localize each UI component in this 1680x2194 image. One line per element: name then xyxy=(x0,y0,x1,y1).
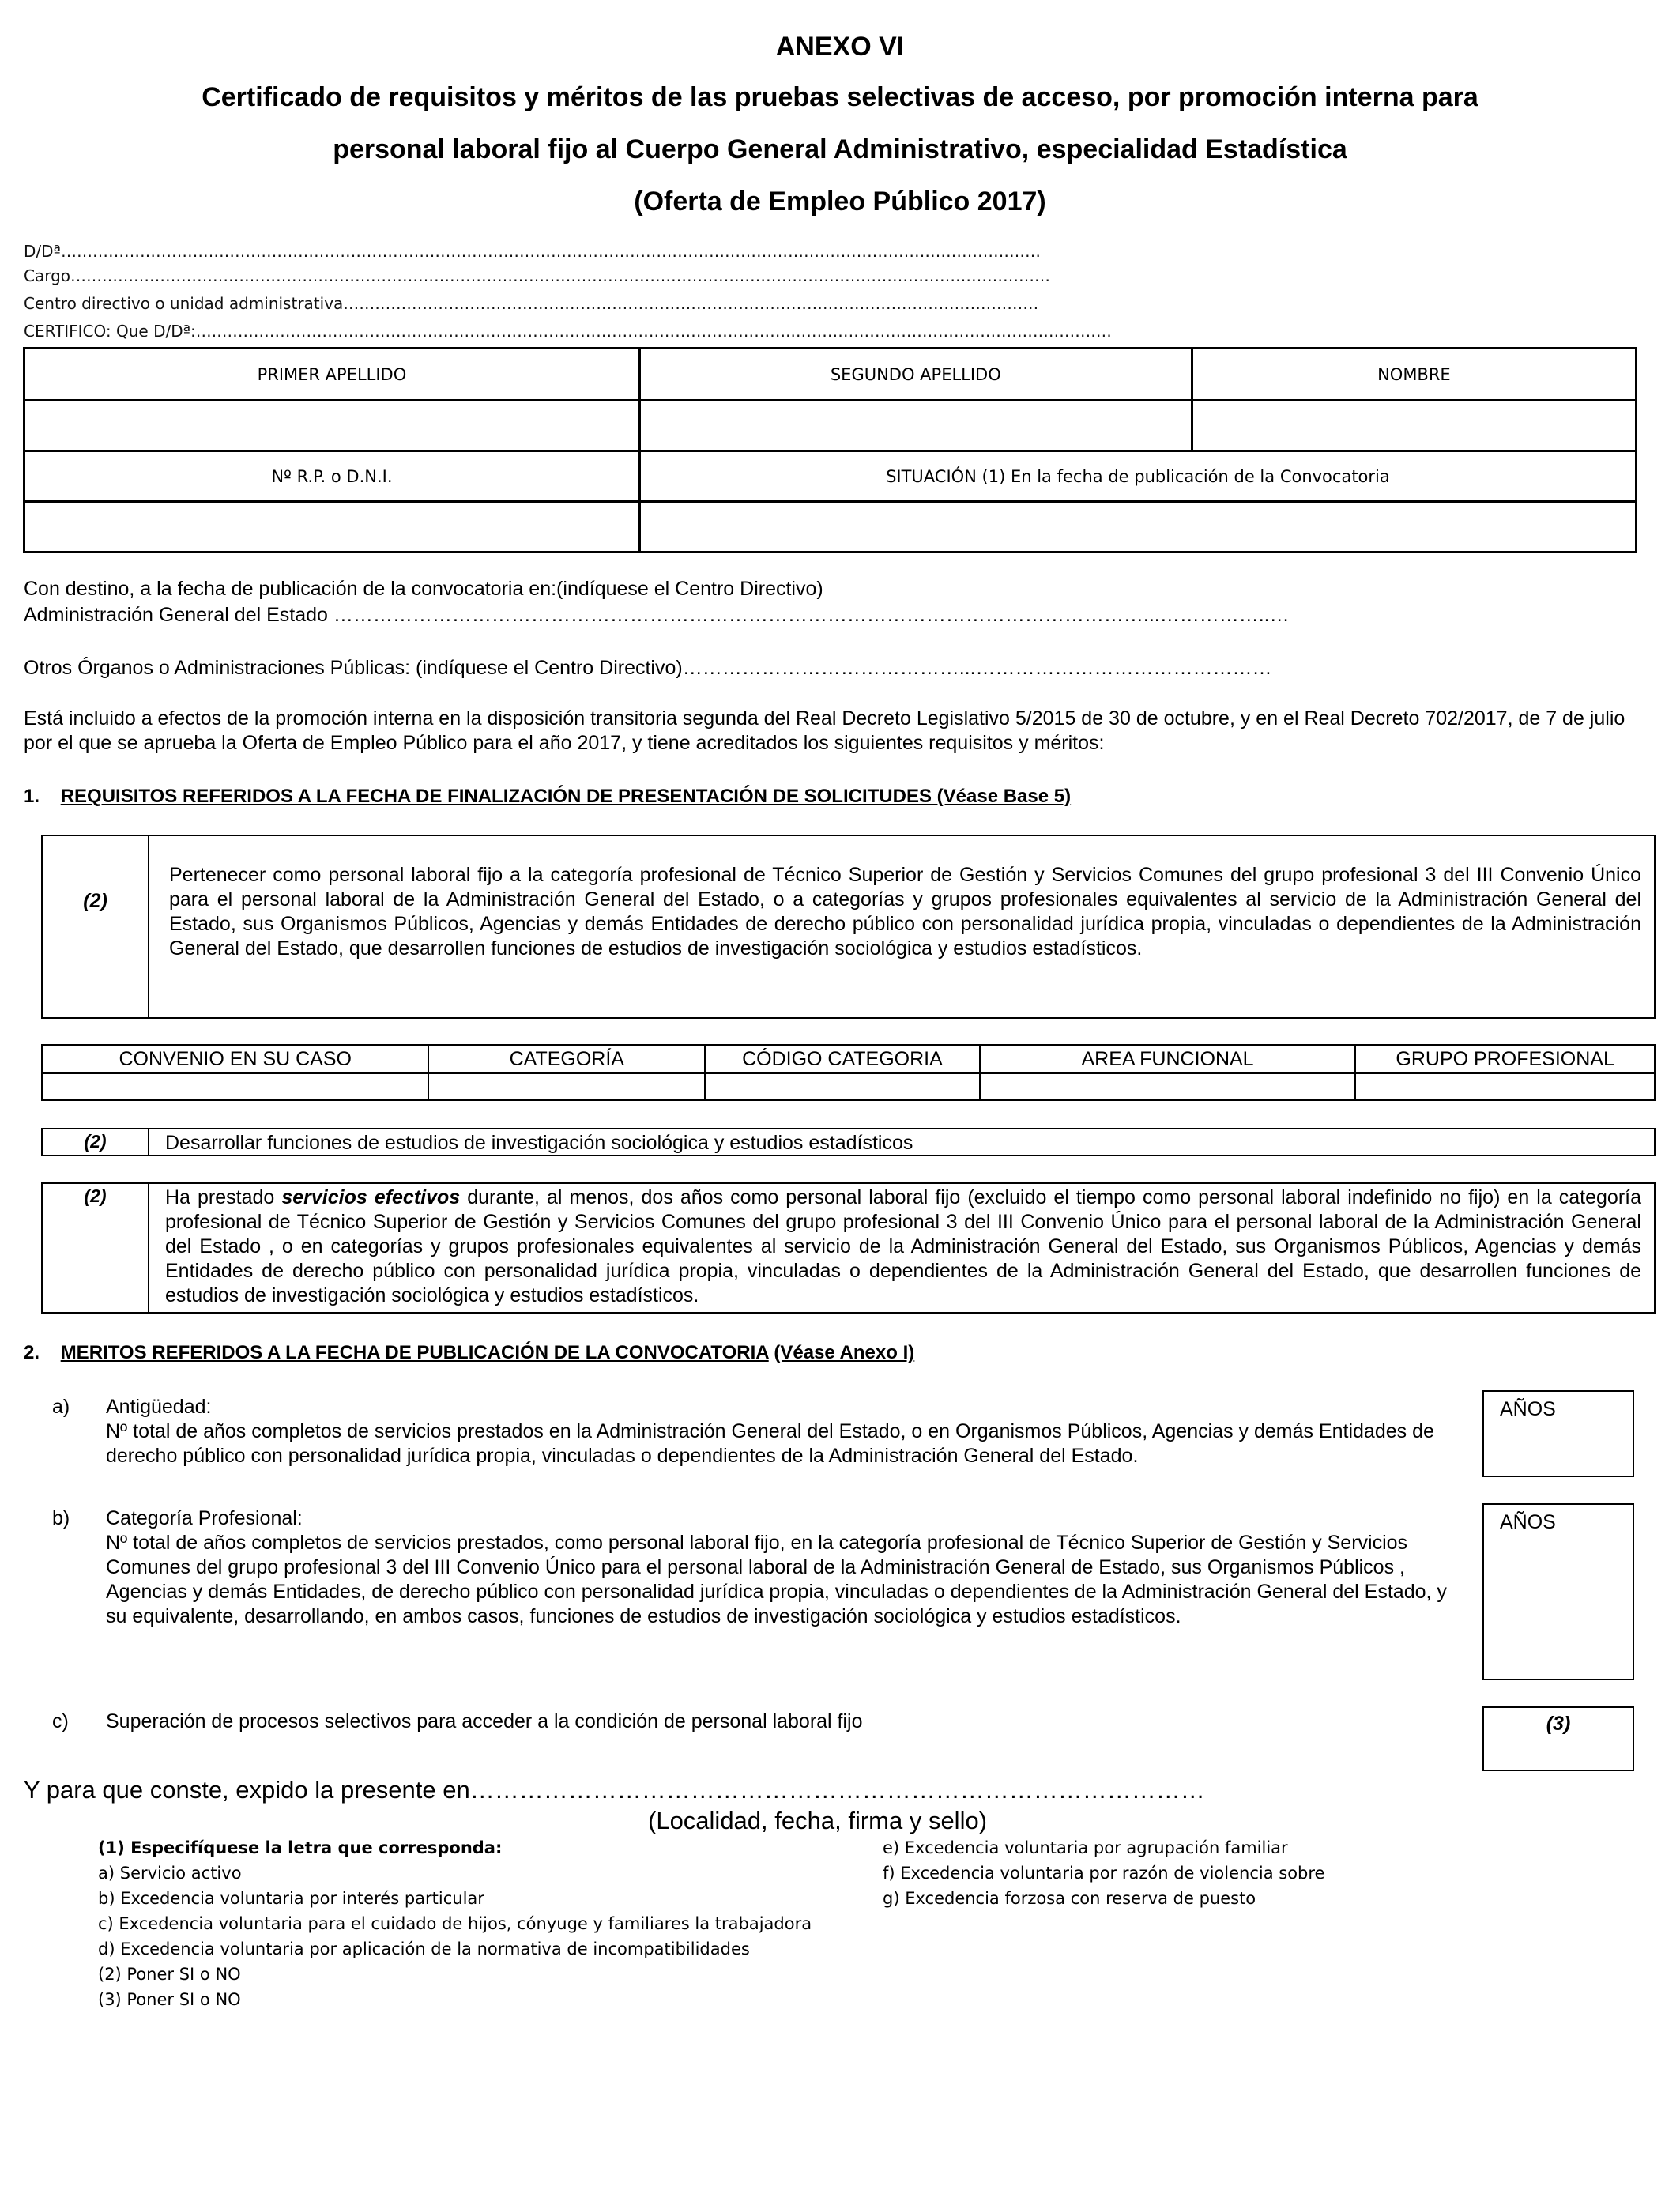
convenio-header: CONVENIO EN SU CASO xyxy=(42,1045,428,1073)
requirement3-text-a: Ha prestado xyxy=(165,1186,282,1208)
section2-number: 2. xyxy=(24,1342,40,1363)
requirement3-box xyxy=(41,1182,1656,1314)
categoria-header: CATEGORÍA xyxy=(428,1045,705,1073)
note-b: b) Excedencia voluntaria por interés particular xyxy=(98,1889,484,1908)
situacion-cell[interactable] xyxy=(639,502,1636,552)
codigo-categoria-header: CÓDIGO CATEGORIA xyxy=(705,1045,980,1073)
merit-a-years-box[interactable]: AÑOS xyxy=(1482,1390,1634,1477)
area-funcional-header: AREA FUNCIONAL xyxy=(980,1045,1355,1073)
area-funcional-cell[interactable] xyxy=(980,1073,1355,1100)
merit-a-block xyxy=(106,1395,1469,1468)
merit-b-title: Categoría Profesional: xyxy=(106,1507,303,1529)
note-2: (2) Poner SI o NO xyxy=(98,1965,241,1984)
categoria-cell[interactable] xyxy=(428,1073,705,1100)
merit-c-letter: c) xyxy=(52,1710,69,1732)
grupo-profesional-header: GRUPO PROFESIONAL xyxy=(1355,1045,1655,1073)
primer-apellido-header: PRIMER APELLIDO xyxy=(24,349,640,401)
notes-title: (1) Especifíquese la letra que corresponda: xyxy=(98,1838,503,1857)
requirement3-emphasis: servicios efectivos xyxy=(281,1186,461,1208)
notes-right xyxy=(883,1835,1657,1911)
certificate-title-line2: personal laboral fijo al Cuerpo General Administrativo, especialidad Estadística xyxy=(333,134,1347,164)
note-f: f) Excedencia voluntaria por razón de violencia sobre xyxy=(883,1864,1325,1883)
certificate-title-line3: (Oferta de Empleo Público 2017) xyxy=(634,187,1046,217)
note-g: g) Excedencia forzosa con reserva de puesto xyxy=(883,1889,1256,1908)
section2-heading xyxy=(24,1342,914,1364)
segundo-apellido-header: SEGUNDO APELLIDO xyxy=(639,349,1192,401)
nombre-cell[interactable] xyxy=(1192,401,1636,451)
codigo-categoria-cell[interactable] xyxy=(705,1073,980,1100)
requirement1-box xyxy=(41,835,1656,1019)
certifico-field[interactable]: CERTIFICO: Que D/Dª:….………………………………………………………………………………………………..…………………………………………………… xyxy=(24,322,1112,341)
requirement3-mark[interactable]: (2) xyxy=(84,1186,107,1206)
note-c: c) Excedencia voluntaria para el cuidado de hijos, cónyuge y familiares la trabajadora xyxy=(98,1914,812,1933)
merit-a-text: Nº total de años completos de servicios prestados en la Administración General del Estado, o en Organismos Públicos, Agencias y demás Entidades de derecho público con personalidad jurídica propia, vinculadas o dependientes de la Administración General del Estado. xyxy=(106,1420,1434,1467)
requirement2-box xyxy=(41,1128,1656,1156)
merit-a-letter: a) xyxy=(52,1396,70,1418)
dd-field[interactable]: D/Dª…………………………………………………………………………………………………………………………………………………………………… xyxy=(24,242,1041,261)
closing-line[interactable]: Y para que conste, expido la presente en……………………………………………………………………………… xyxy=(24,1776,1205,1804)
merit-b-letter: b) xyxy=(52,1507,70,1529)
requirement2-text: Desarrollar funciones de estudios de investigación sociológica y estudios estadísticos xyxy=(165,1132,913,1154)
nrp-header: Nº R.P. o D.N.I. xyxy=(24,451,640,502)
note-e: e) Excedencia voluntaria por agrupación familiar xyxy=(883,1838,1288,1857)
note-3: (3) Poner SI o NO xyxy=(98,1990,241,2009)
merit-b-years-box[interactable]: AÑOS xyxy=(1482,1503,1634,1680)
section1-heading xyxy=(24,786,1071,808)
certificate-title-line1: Certificado de requisitos y méritos de las pruebas selectivas de acceso, por promoción interna para xyxy=(202,82,1478,112)
requirement3-text-b: durante, al menos, dos años como personal laboral fijo (excluido el tiempo como personal laboral indefinido no fijo) en la categoría profesional de Técnico Superior de Gestión y Servicios Comunes del grupo profesional 3 del III Convenio Único para el personal laboral de la Administración General del Estado , o en categorías y grupos profesionales equivalentes al servicio de la Administración General del Estado, sus Organismos Públicos, Agencias y demás Entidades de derecho público con personalidad jurídica propia, vinculadas o dependientes de la Administración General del Estado, que desarrollen funciones de estudios de investigación sociológica y estudios estadísticos. xyxy=(165,1186,1642,1306)
situacion-header: SITUACIÓN (1) En la fecha de publicación de la Convocatoria xyxy=(639,451,1636,502)
section1-title: REQUISITOS REFERIDOS A LA FECHA DE FINALIZACIÓN DE PRESENTACIÓN DE SOLICITUDES (Véase Base 5) xyxy=(60,786,1072,807)
cargo-field[interactable]: Cargo…………………………………………………………………………………………………………………………………………………………………… xyxy=(24,266,1051,285)
closing-subtitle: (Localidad, fecha, firma y sello) xyxy=(648,1807,988,1834)
section1-number: 1. xyxy=(24,786,40,807)
destino-line: Con destino, a la fecha de publicación de la convocatoria en:(indíquese el Centro Directivo) xyxy=(24,578,823,600)
merit-b-text: Nº total de años completos de servicios prestados, como personal laboral fijo, en la categoría profesional de Técnico Superior de Gestión y Servicios Comunes del grupo profesional 3 del III Convenio Único para el personal laboral de la Administración General de Estado, sus Organismos Públicos , Agencias y demás Entidades, de derecho público con personalidad jurídica propia, vinculadas o dependientes de la Administración General del Estado, y su equivalente, desarrollando, en ambos casos, funciones de estudios de investigación sociológica y estudios estadísticos. xyxy=(106,1532,1447,1627)
age-field[interactable]: Administración General del Estado ……………………………………………………………………………………………………………...……………..… xyxy=(24,604,1290,626)
section2-title: MERITOS REFERIDOS A LA FECHA DE PUBLICACIÓN DE LA CONVOCATORIA xyxy=(60,1342,769,1363)
merit-c-yes-no-box[interactable]: (3) xyxy=(1482,1706,1634,1771)
nrp-cell[interactable] xyxy=(24,502,640,552)
note-d: d) Excedencia voluntaria por aplicación de la normativa de incompatibilidades xyxy=(98,1940,750,1958)
annex-title: ANEXO VI xyxy=(775,32,905,62)
merit-c-text: Superación de procesos selectivos para acceder a la condición de personal laboral fijo xyxy=(106,1710,863,1732)
primer-apellido-cell[interactable] xyxy=(24,401,640,451)
convenio-table xyxy=(41,1044,1656,1101)
centro-directivo-field[interactable]: Centro directivo o unidad administrativa…………………………………………………………………………………………………………………… xyxy=(24,294,1039,313)
requirement1-text: Pertenecer como personal laboral fijo a la categoría profesional de Técnico Superior de Gestión y Servicios Comunes del grupo profesional 3 del III Convenio Único para el personal laboral de la Administración General del Estado, o a categorías y grupos profesionales equivalentes al servicio de la Administración General del Estado, sus Organismos Públicos, Agencias y demás Entidades de derecho público con personalidad jurídica propia, vinculadas o dependientes de la Administración General del Estado, que desarrollen funciones de estudios de investigación sociológica y estudios estadísticos. xyxy=(169,864,1641,959)
section2-ref: (Véase Anexo I) xyxy=(774,1342,915,1363)
requirement1-mark[interactable]: (2) xyxy=(83,890,107,912)
merit-b-block xyxy=(106,1506,1469,1629)
identification-table xyxy=(23,347,1637,553)
grupo-profesional-cell[interactable] xyxy=(1355,1073,1655,1100)
nombre-header: NOMBRE xyxy=(1192,349,1636,401)
convenio-cell[interactable] xyxy=(42,1073,428,1100)
notes-left xyxy=(98,1835,888,2012)
incluido-paragraph: Está incluido a efectos de la promoción interna en la disposición transitoria segunda del Real Decreto Legislativo 5/2015 de 30 de octubre, y en el Real Decreto 702/2017, de 7 de julio por el que se aprueba la Oferta de Empleo Público para el año 2017, y tiene acreditados los siguientes requisitos y méritos: xyxy=(24,707,1625,754)
note-a: a) Servicio activo xyxy=(98,1864,242,1883)
merit-a-title: Antigüedad: xyxy=(106,1396,212,1418)
requirement2-mark[interactable]: (2) xyxy=(84,1131,107,1152)
requirement3-text xyxy=(165,1186,1641,1308)
otros-organos-field[interactable]: Otros Órganos o Administraciones Públicas: (indíquese el Centro Directivo)……………………………………...……………………………………… xyxy=(24,657,1272,679)
segundo-apellido-cell[interactable] xyxy=(639,401,1192,451)
